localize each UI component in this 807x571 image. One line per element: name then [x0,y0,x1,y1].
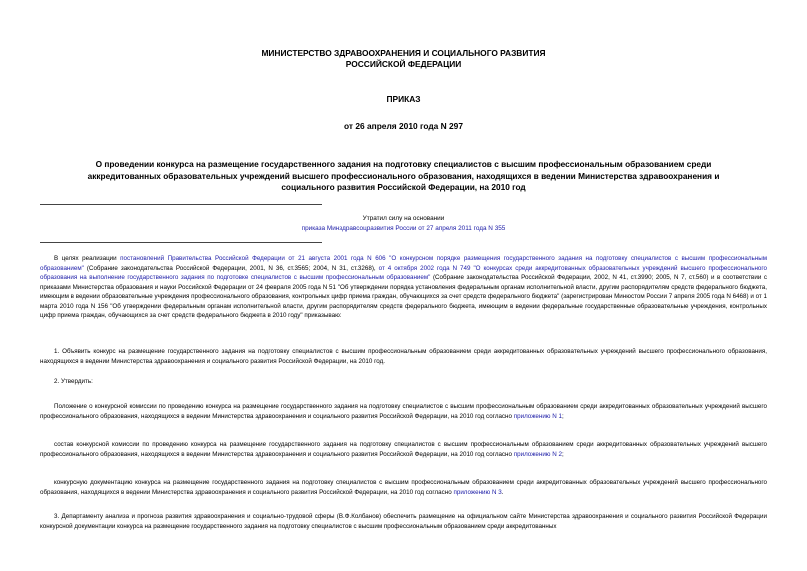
government-decree-606-link[interactable]: постановлений Правительства Российской Федерации от 21 августа 2001 года N 606 "О конкурсном порядке размещения государственного задания на подготовку специалистов с высшим профессиональным образованием" [40,255,767,272]
ministry-line-2: РОССИЙСКОЙ ФЕДЕРАЦИИ [345,58,462,69]
ministry-line-1: МИНИСТЕРСТВО ЗДРАВООХРАНЕНИЯ И СОЦИАЛЬНОГО РАЗВИТИЯ [261,48,546,58]
preamble-text-2: (Собрание законодательства Российской Федерации, 2001, N 36, ст.3565; 2004, N 31, ст.3268), [83,264,379,272]
preamble-text-1: В целях реализации [54,255,121,262]
document-type: ПРИКАЗ [386,94,421,104]
divider-top [40,204,322,205]
item-2-composition [40,440,767,459]
repeal-text: Утратил силу на основании [362,215,445,222]
document-date: от 26 апреля 2010 года N 297 [344,121,463,131]
item-2-text: 2. Утвердить: [54,378,93,385]
item-2-regulation-text: Положение о конкурсной комиссии по проведению конкурса на размещение государственного задания на подготовку специалистов с высшим профессиональным образованием среди аккредитованных образовательных учреждений высшего профессионального образования, находящихся в ведении Министерства здравоохранения и социального развития Российской Федерации, на 2010 год согласно [40,403,767,420]
item-1-text: 1. Объявить конкурс на размещение государственного задания на подготовку специалистов с высшим профессиональным образованием среди аккредитованных образовательных учреждений высшего профессионального образования, находящихся в ведении Министерства здравоохранения и социального развития Российской Федерации, на 2010 год. [40,348,767,365]
item-2-regulation [40,402,767,421]
item-2-composition-end: ; [561,450,564,458]
document-title: О проведении конкурса на размещение государственного задания на подготовку специалистов с высшим профессиональным образованием среди аккредитованных образовательных учреждений высшего профессионального образования, находящихся в ведении Министерства здравоохранения и социального развития Российской Федерации, на 2010 год [87,159,720,192]
appendix-1-link[interactable]: приложению N 1 [513,412,562,420]
item-2-composition-text: состав конкурсной комиссии по проведению конкурса на размещение государственного задания на подготовку специалистов с высшим профессиональным образованием среди аккредитованных образовательных учреждений высшего профессионального образования, находящихся в ведении Министерства здравоохранения и социального развития Российской Федерации, на 2010 год согласно [40,441,767,458]
divider-bottom [40,242,322,243]
preamble-paragraph [40,254,767,321]
item-3 [40,512,767,531]
item-1 [40,347,767,366]
appendix-2-link[interactable]: приложению N 2 [513,450,562,458]
item-2-documentation-end: . [501,488,504,496]
document-body [40,254,767,321]
preamble-text-3: (Собрание законодательства Российской Федерации, 2002, N 41, ст.3990; 2005, N 7, ст.560) и в соответствии с приказами Министерства образования и науки Российской Федерации от 24 февраля 2005 года N 51 "Об утверждении порядка установления федеральным органам исполнительной власти, другим распорядителям средств федерального бюджета, имеющим в ведении образовательные учреждения профессионального образования, контрольных цифр приема граждан, обучающихся за счет средств федерального бюджета" (зарегистрирован Минюстом России 7 апреля 2005 года N 6468) и от 1 марта 2010 года N 156 "Об утверждении федеральным органам исполнительной власти, другим распорядителям средств федерального бюджета, имеющим в ведении федеральные государственные образовательные учреждения, контрольных цифр приема граждан, обучающихся за счет средств федерального бюджета в 2010 году" приказываю: [40,274,767,319]
repeal-notice [230,214,577,234]
item-2 [40,377,767,387]
repeal-order-link[interactable]: приказа Минздравсоцразвития России от 27 апреля 2011 года N 355 [301,225,506,232]
item-3-text: 3. Департаменту анализа и прогноза развития здравоохранения и социально-трудовой сферы (В.Ф.Колбанов) обеспечить размещение на официальном сайте Министерства здравоохранения и социального развития Российской Федерации конкурсной документации конкурса на размещение государственного задания на подготовку специалистов с высшим профессиональным образованием среди аккредитованных [40,513,767,530]
item-2-documentation-text: конкурсную документацию конкурса на размещение государственного задания на подготовку специалистов с высшим профессиональным образованием среди аккредитованных образовательных учреждений высшего профессионального образования, находящихся в ведении Министерства здравоохранения и социального развития Российской Федерации, на 2010 год согласно [40,479,767,496]
government-decree-749-link[interactable]: от 4 октября 2002 года N 749 "О конкурсах среди аккредитованных образовательных учреждений высшего профессионального образования на выполнение государственного задания по подготовке специалистов с высшим профессиональным образованием" [40,264,768,281]
item-2-regulation-end: ; [561,412,564,420]
ministry-heading [40,48,767,69]
appendix-3-link[interactable]: приложению N 3 [453,488,502,496]
item-2-documentation [40,478,767,497]
